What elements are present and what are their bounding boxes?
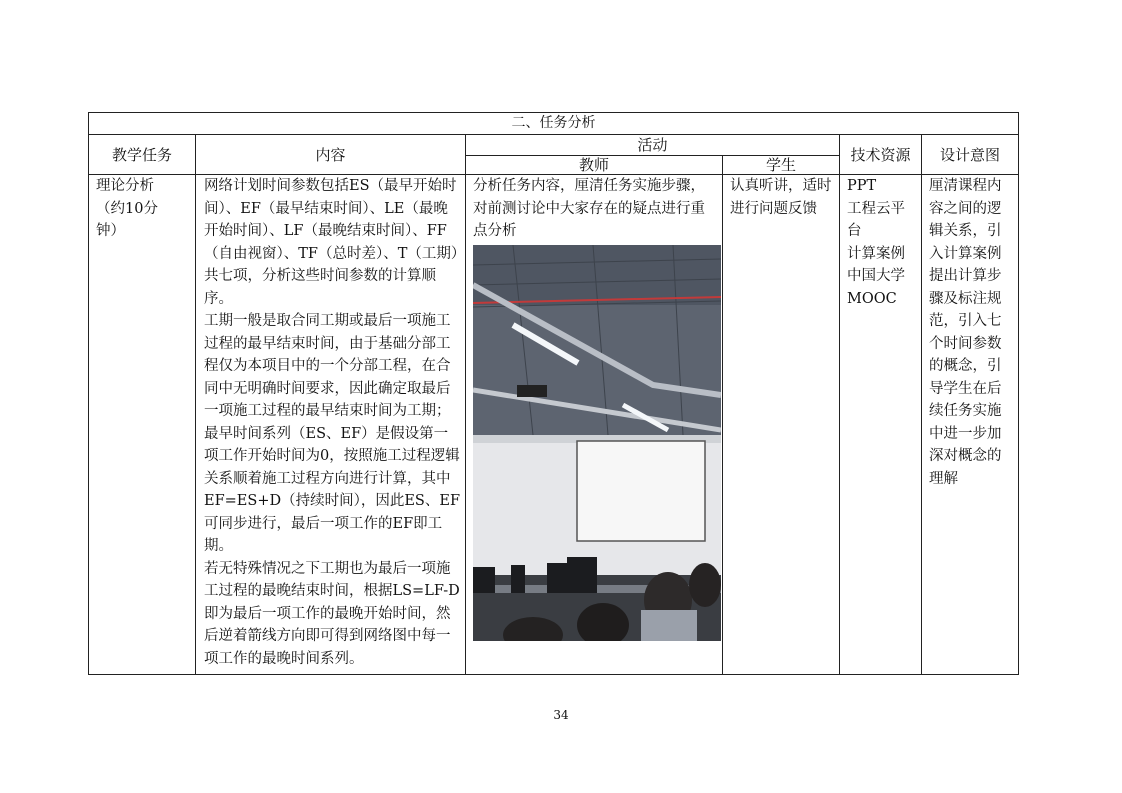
cell-content: 网络计划时间参数包括ES（最早开始时间）、EF（最早结束时间）、LE（最晚开始时间）、LF（最晚结束时间）、FF（自由视窗）、TF（总时差）、T（工期）共七项，分析这些时间参数的计算顺序。 工期一般是取合同工期或最后一项施工过程的最早结束时间，由于基础分部工程仅为本项目中的一个分部工程，在合同中无明确时间要求，因此确定取最后一项施工过程的最早结束时间为工期；最早时间系列（ES、EF）是假设第一项工作开始时间为0，按照施工过程逻辑关系顺着施工过程方向进行计算，其中EF=ES+D（持续时间），因此ES、EF可同步进行，最后一项工作的EF即工期。 若无特殊情况之下工期也为最后一项施工过程的最晚结束时间，根据LS=LF-D即为最后一项工作的最晚开始时间，然后逆着箭线方向即可得到网络图中每一项工作的最晚时间系列。 <box>196 175 466 675</box>
task-analysis-table <box>88 112 1019 675</box>
teacher-text: 分析任务内容，厘清任务实施步骤，对前测讨论中大家存在的疑点进行重点分析 <box>473 178 705 239</box>
header-content: 内容 <box>196 135 466 175</box>
header-task: 教学任务 <box>89 135 196 175</box>
header-resources: 技术资源 <box>840 135 922 175</box>
page-number: 34 <box>553 708 569 722</box>
cell-student: 认真听讲，适时进行问题反馈 <box>723 175 840 675</box>
cell-design: 厘清课程内容之间的逻辑关系，引入计算案例提出计算步骤及标注规范，引入七个时间参数的概念，引导学生在后续任务实施中进一步加深对概念的理解 <box>922 175 1019 675</box>
classroom-photo <box>473 245 721 641</box>
header-design: 设计意图 <box>922 135 1019 175</box>
header-activity: 活动 <box>466 135 840 156</box>
cell-resources: PPT 工程云平台 计算案例 中国大学MOOC <box>840 175 922 675</box>
header-teacher: 教师 <box>466 156 723 175</box>
section-title: 二、任务分析 <box>89 113 1019 135</box>
header-student: 学生 <box>723 156 840 175</box>
cell-task: 理论分析 （约10分 钟） <box>89 175 196 675</box>
cell-teacher <box>466 175 723 675</box>
